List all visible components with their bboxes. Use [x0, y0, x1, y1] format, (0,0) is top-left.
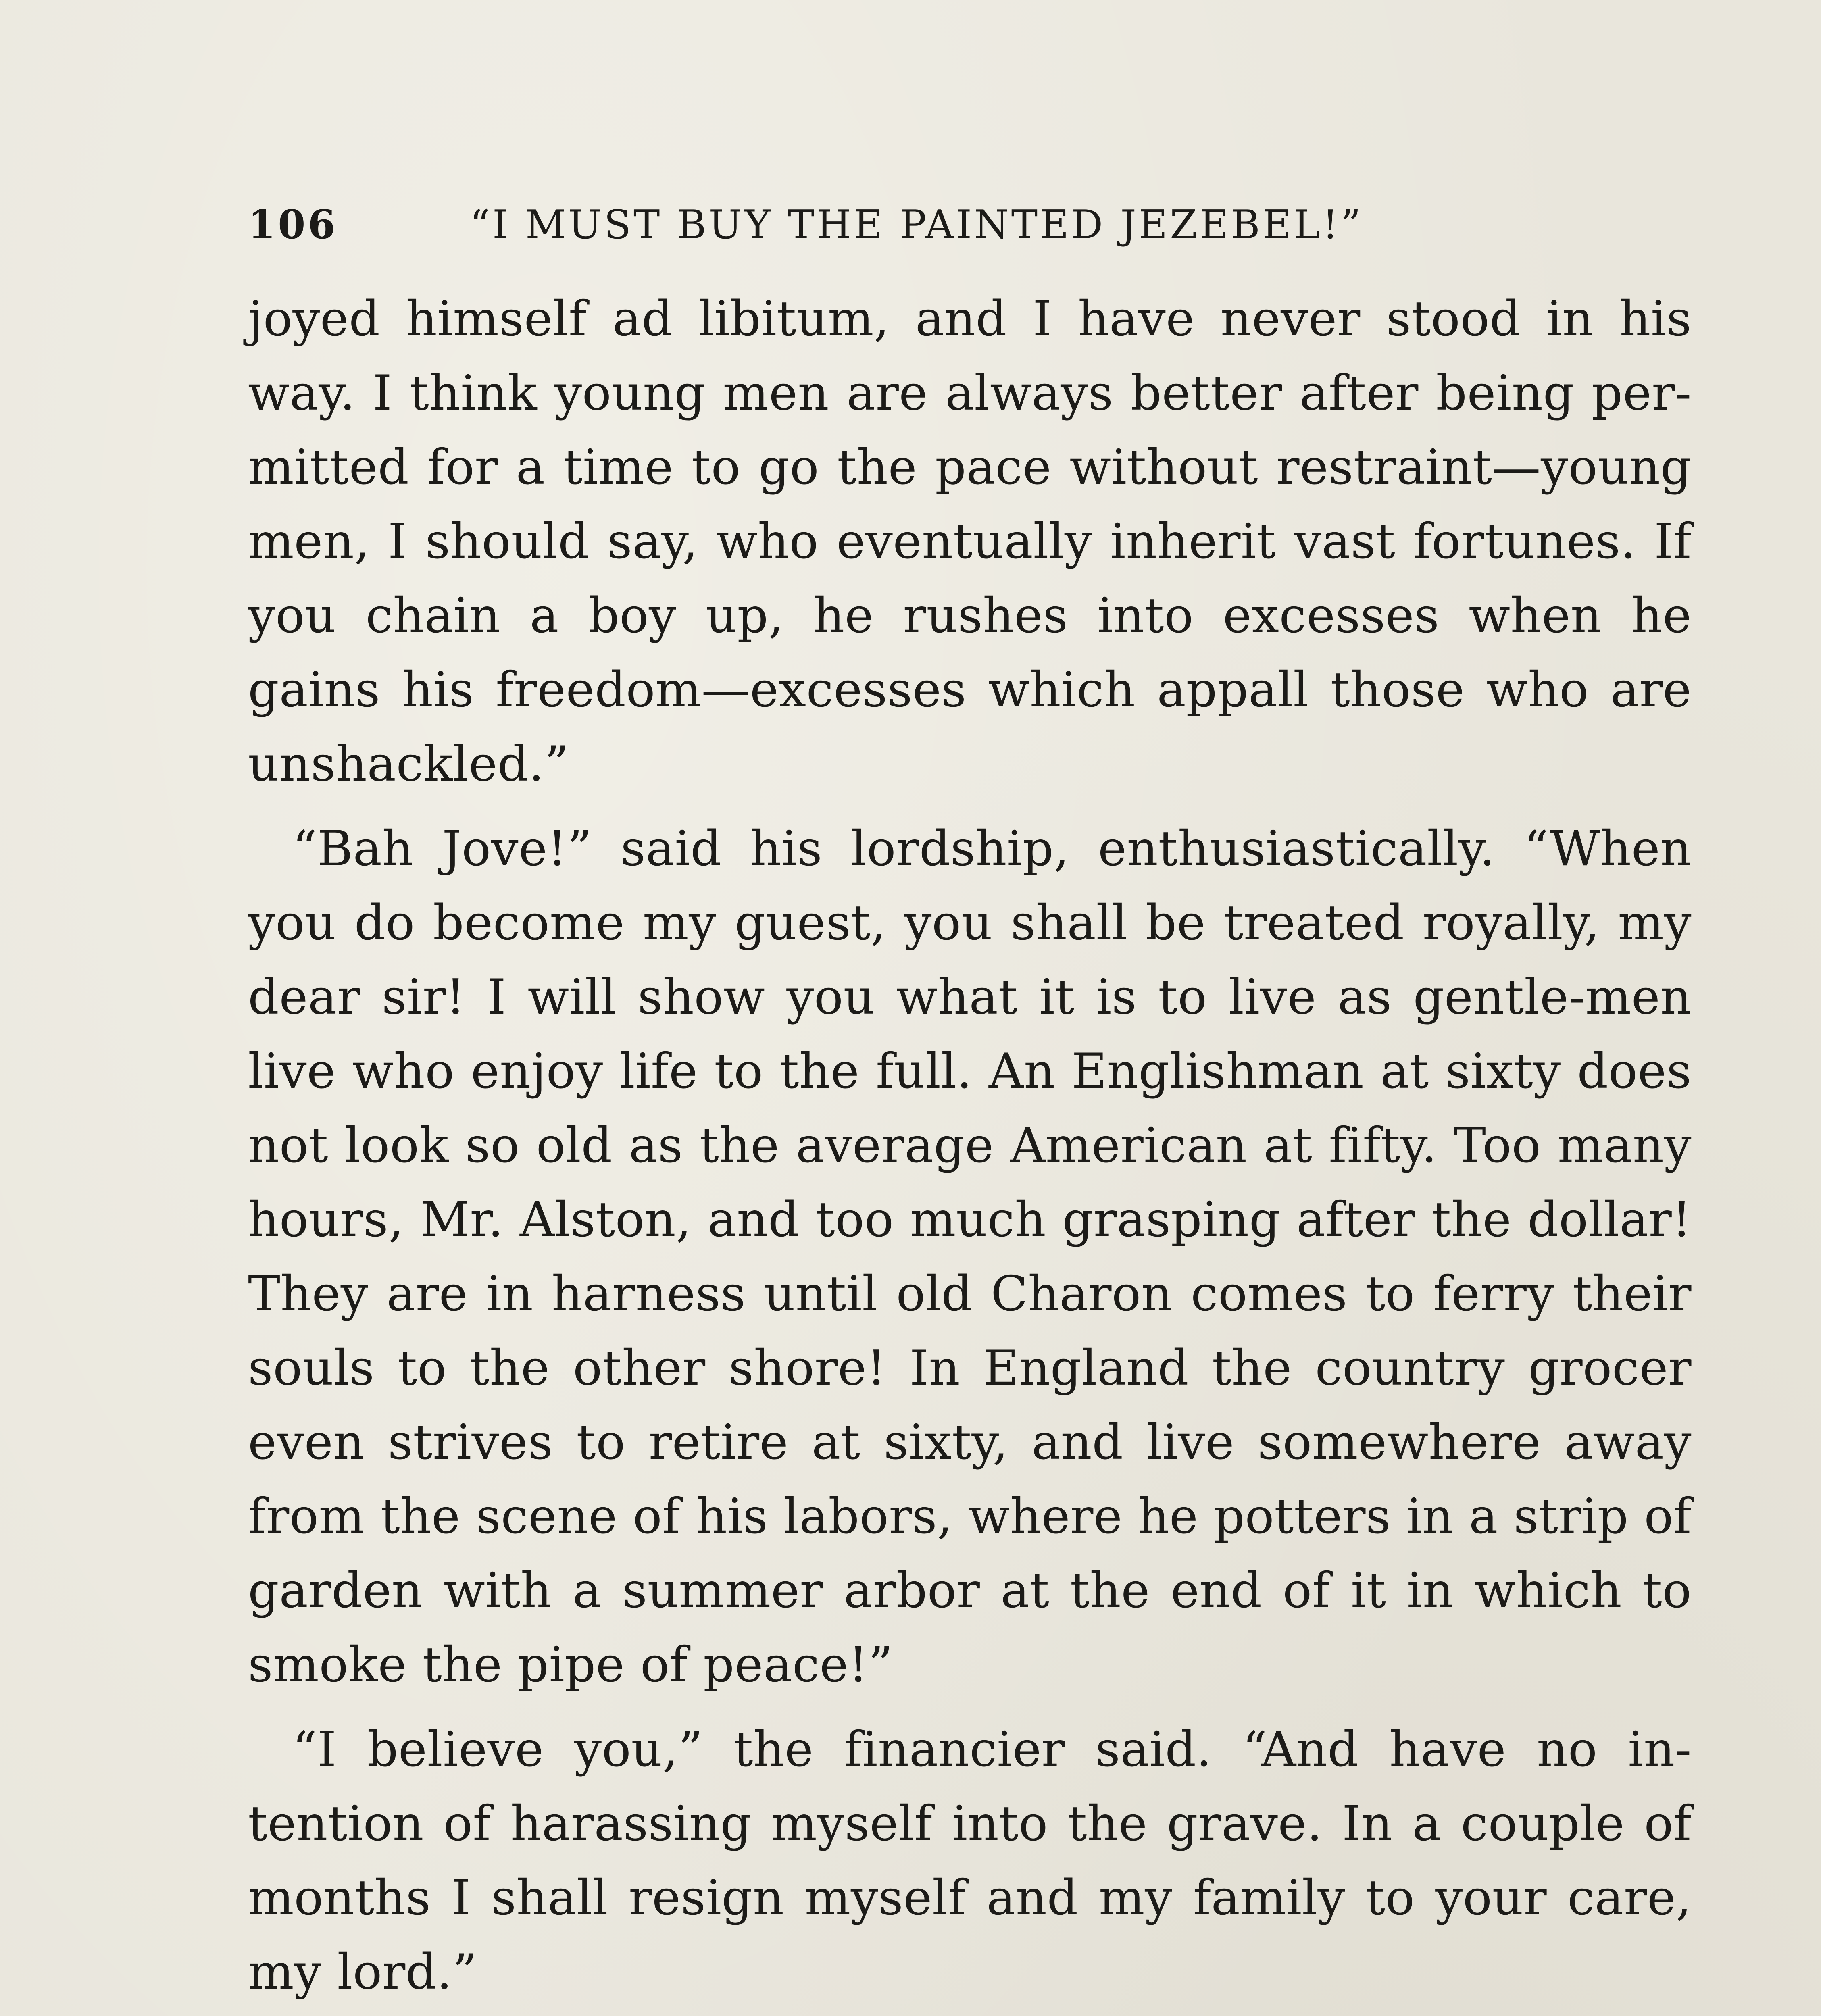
body-text — [248, 282, 1692, 2016]
paragraph: “Bah Jove!” said his lordship, enthusiastically. “When you do become my guest, you shall be treated royally, my dear sir! I will show you what it is to live as gentle-men live who enjoy life to the full. An Englishman at sixty does not look so old as the average American at fifty. Too many hours, Mr. Alston, and too much grasping after the dollar! They are in harness until old Charon comes to ferry their souls to the other shore! In England the country grocer even strives to retire at sixty, and live somewhere away from the scene of his labors, where he potters in a strip of garden with a summer arbor at the end of it in which to smoke the pipe of peace!” — [248, 821, 1692, 1693]
running-title: “I MUST BUY THE PAINTED JEZEBEL!” — [470, 202, 1363, 248]
running-head — [248, 202, 1692, 266]
page-number: 106 — [248, 202, 338, 248]
paragraph: “I believe you,” the financier said. “And have no in-tention of harassing myself into the grave. In a couple of months I shall resign myself and my family to your care, my lord.” — [248, 1722, 1692, 2000]
paragraph-continued: joyed himself ad libitum, and I have never stood in his way. I think young men are always better after being per-mitted for a time to go the pace without restraint—young men, I should say, who eventually inherit vast fortunes. If you chain a boy up, he rushes into excesses when he gains his freedom—excesses which appall those who are unshackled.” — [248, 291, 1692, 792]
page-content — [248, 202, 1692, 2016]
